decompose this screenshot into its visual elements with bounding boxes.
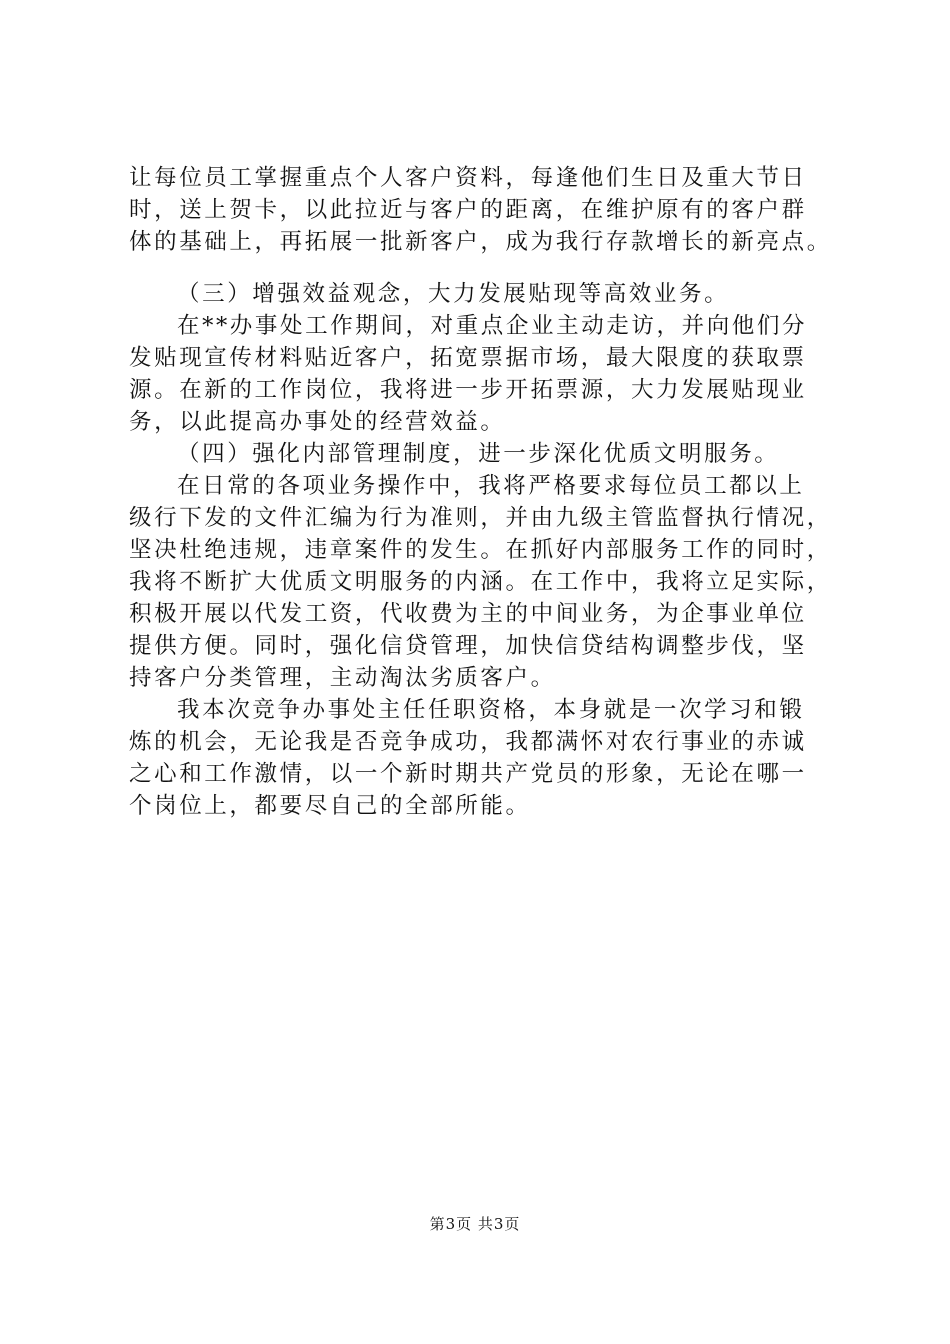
body-line: 提供方便。同时，强化信贷管理，加快信贷结构调整步伐，坚 (129, 633, 807, 659)
body-line: 让每位员工掌握重点个人客户资料，每逢他们生日及重大节日 (129, 165, 807, 191)
body-line: 坚决杜绝违规，违章案件的发生。在抓好内部服务工作的同时， (129, 537, 832, 563)
body-line: 在日常的各项业务操作中，我将严格要求每位员工都以上 (177, 473, 805, 499)
body-line: 源。在新的工作岗位，我将进一步开拓票源，大力发展贴现业 (129, 377, 807, 403)
body-line: 我本次竞争办事处主任任职资格，本身就是一次学习和锻 (177, 697, 805, 723)
body-line: 务，以此提高办事处的经营效益。 (129, 409, 506, 435)
body-line: 我将不断扩大优质文明服务的内涵。在工作中，我将立足实际， (129, 569, 832, 595)
body-line: 在**办事处工作期间，对重点企业主动走访，并向他们分 (177, 313, 808, 339)
body-line: 个岗位上，都要尽自己的全部所能。 (129, 793, 531, 819)
body-line: 体的基础上，再拓展一批新客户，成为我行存款增长的新亮点。 (129, 229, 832, 255)
body-line: 发贴现宣传材料贴近客户，拓宽票据市场，最大限度的获取票 (129, 345, 807, 371)
body-line: 级行下发的文件汇编为行为准则，并由九级主管监督执行情况， (129, 505, 832, 531)
body-line: 之心和工作激情，以一个新时期共产党员的形象，无论在哪一 (129, 761, 807, 787)
body-line: 炼的机会，无论我是否竞争成功，我都满怀对农行事业的赤诚 (129, 729, 807, 755)
document-body (129, 162, 849, 822)
page-number-footer: 第3页 共3页 (429, 1215, 521, 1233)
body-line: 积极开展以代发工资，代收费为主的中间业务，为企事业单位 (129, 601, 807, 627)
section-heading-4: （四）强化内部管理制度，进一步深化优质文明服务。 (177, 441, 780, 467)
body-line: 持客户分类管理，主动淘汰劣质客户。 (129, 665, 556, 691)
section-heading-3: （三）增强效益观念，大力发展贴现等高效业务。 (177, 281, 730, 307)
body-line: 时，送上贺卡，以此拉近与客户的距离，在维护原有的客户群 (129, 197, 807, 223)
